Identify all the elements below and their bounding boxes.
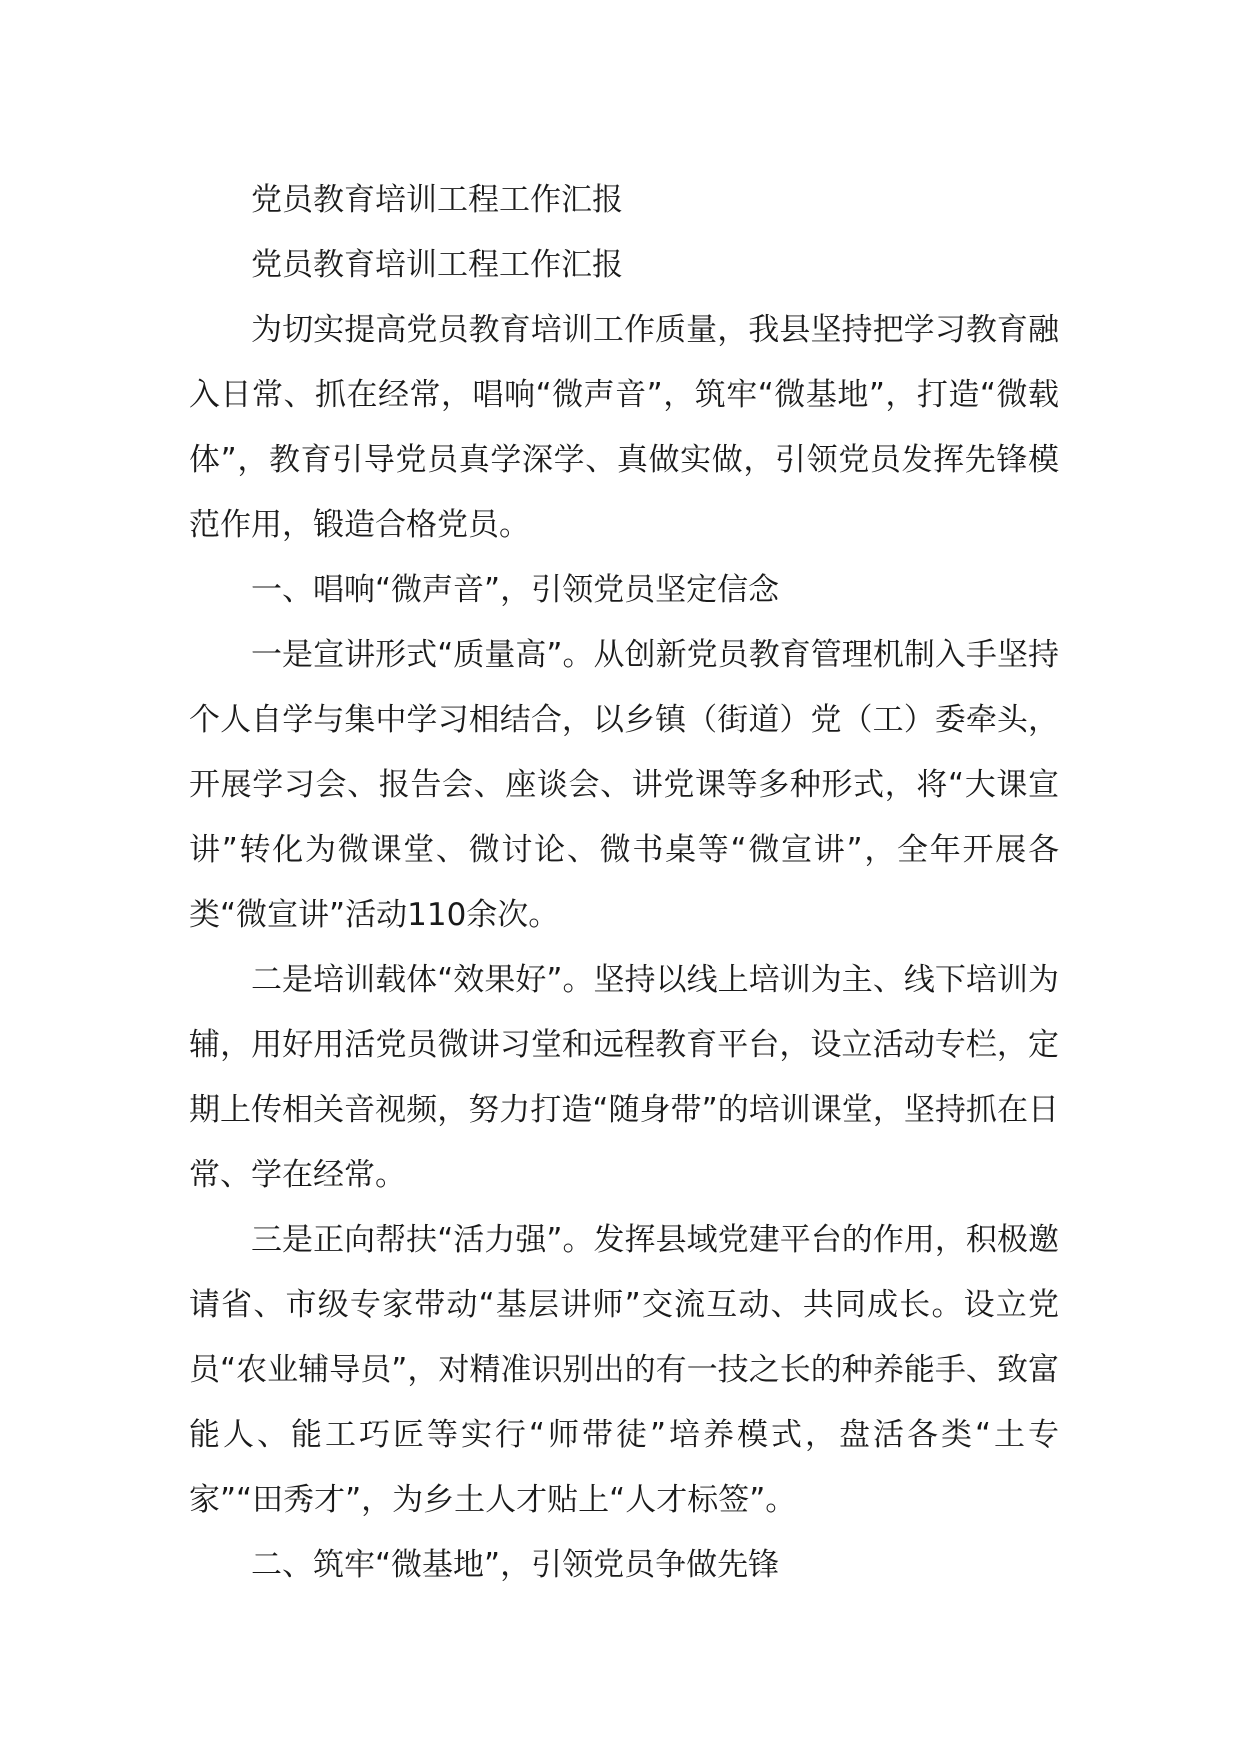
body-paragraph: 一是宣讲形式“质量高”。从创新党员教育管理机制入手坚持个人自学与集中学习相结合，以乡镇（街道）党（工）委牵头，开展学习会、报告会、座谈会、讲党课等多种形式，将“大课宣讲”转化为微课堂、微讨论、微书桌等“微宣讲”，全年开展各类“微宣讲”活动110余次。 [189,637,1059,933]
body-paragraph: 三是正向帮扶“活力强”。发挥县域党建平台的作用，积极邀请省、市级专家带动“基层讲师”交流互动、共同成长。设立党员“农业辅导员”，对精准识别出的有一技之长的种养能手、致富能人、能工巧匠等实行“师带徒”培养模式，盘活各类“土专家”“田秀才”，为乡土人才贴上“人才标签”。 [189,1222,1059,1518]
intro-paragraph: 为切实提高党员教育培训工作质量，我县坚持把学习教育融入日常、抓在经常，唱响“微声音”，筑牢“微基地”，打造“微载体”，教育引导党员真学深学、真做实做，引领党员发挥先锋模范作用，锻造合格党员。 [189,312,1059,543]
body-paragraph: 二是培训载体“效果好”。坚持以线上培训为主、线下培训为辅，用好用活党员微讲习堂和远程教育平台，设立活动专栏，定期上传相关音视频，努力打造“随身带”的培训课堂，坚持抓在日常、学在经常。 [189,962,1059,1193]
section-heading-2: 二、筑牢“微基地”，引领党员争做先锋 [251,1547,780,1583]
document-title: 党员教育培训工程工作汇报 [251,182,623,218]
document-subtitle: 党员教育培训工程工作汇报 [251,247,623,283]
section-heading-1: 一、唱响“微声音”，引领党员坚定信念 [251,572,780,608]
document-body [189,168,1059,1598]
